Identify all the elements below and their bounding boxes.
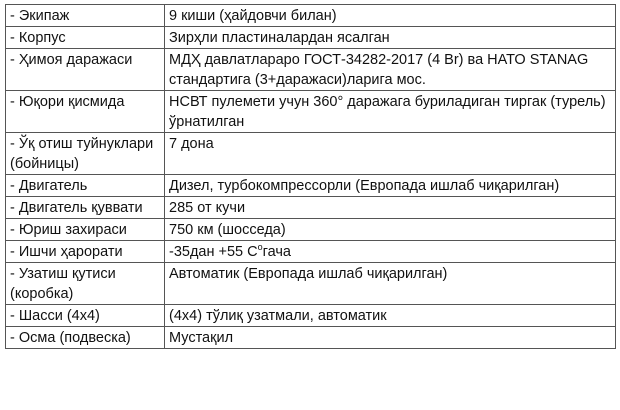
table-row: [6, 327, 616, 349]
row-label: - Ҳимоя даражаси: [6, 49, 165, 91]
row-label: - Двигатель: [6, 175, 165, 197]
row-label: - Двигатель қуввати: [6, 197, 165, 219]
row-label: - Ўқ отиш туйнуклари (бойницы): [6, 133, 165, 175]
row-label: - Корпус: [6, 27, 165, 49]
table-row: [6, 175, 616, 197]
row-label: - Осма (подвеска): [6, 327, 165, 349]
row-value: 285 от кучи: [165, 197, 616, 219]
table-row: [6, 263, 616, 305]
table-row: [6, 49, 616, 91]
row-label: - Юқори қисмида: [6, 91, 165, 133]
table-row: [6, 219, 616, 241]
table-row: [6, 27, 616, 49]
table-row: [6, 133, 616, 175]
row-label: - Шасси (4х4): [6, 305, 165, 327]
degree-superscript: о: [257, 242, 263, 253]
row-label: - Экипаж: [6, 5, 165, 27]
row-value: Автоматик (Европада ишлаб чиқарилган): [165, 263, 616, 305]
row-value-temperature: [165, 241, 616, 263]
table-row: [6, 197, 616, 219]
row-value: МДҲ давлатлараро ГОСТ-34282-2017 (4 Br) ва НАТО STANAG стандартига (3+даражаси)ларига мос.: [165, 49, 616, 91]
row-label: - Ишчи ҳарорати: [6, 241, 165, 263]
row-label: - Узатиш қутиси (коробка): [6, 263, 165, 305]
row-value: Дизел, турбокомпрессорли (Европада ишлаб чиқарилган): [165, 175, 616, 197]
row-value: 7 дона: [165, 133, 616, 175]
row-value: НСВТ пулемети учун 360° даражага буриладиган тиргак (турель) ўрнатилган: [165, 91, 616, 133]
row-label: - Юриш захираси: [6, 219, 165, 241]
row-value: Зирҳли пластиналардан ясалган: [165, 27, 616, 49]
table-row: [6, 241, 616, 263]
row-value: (4х4) тўлиқ узатмали, автоматик: [165, 305, 616, 327]
temperature-suffix: гача: [262, 244, 291, 260]
table-row: [6, 91, 616, 133]
temperature-range: -35дан +55 С: [169, 244, 258, 260]
table-row: [6, 5, 616, 27]
row-value: 9 киши (ҳайдовчи билан): [165, 5, 616, 27]
row-value: 750 км (шосседа): [165, 219, 616, 241]
specifications-table: [5, 4, 616, 349]
row-value: Мустақил: [165, 327, 616, 349]
table-row: [6, 305, 616, 327]
